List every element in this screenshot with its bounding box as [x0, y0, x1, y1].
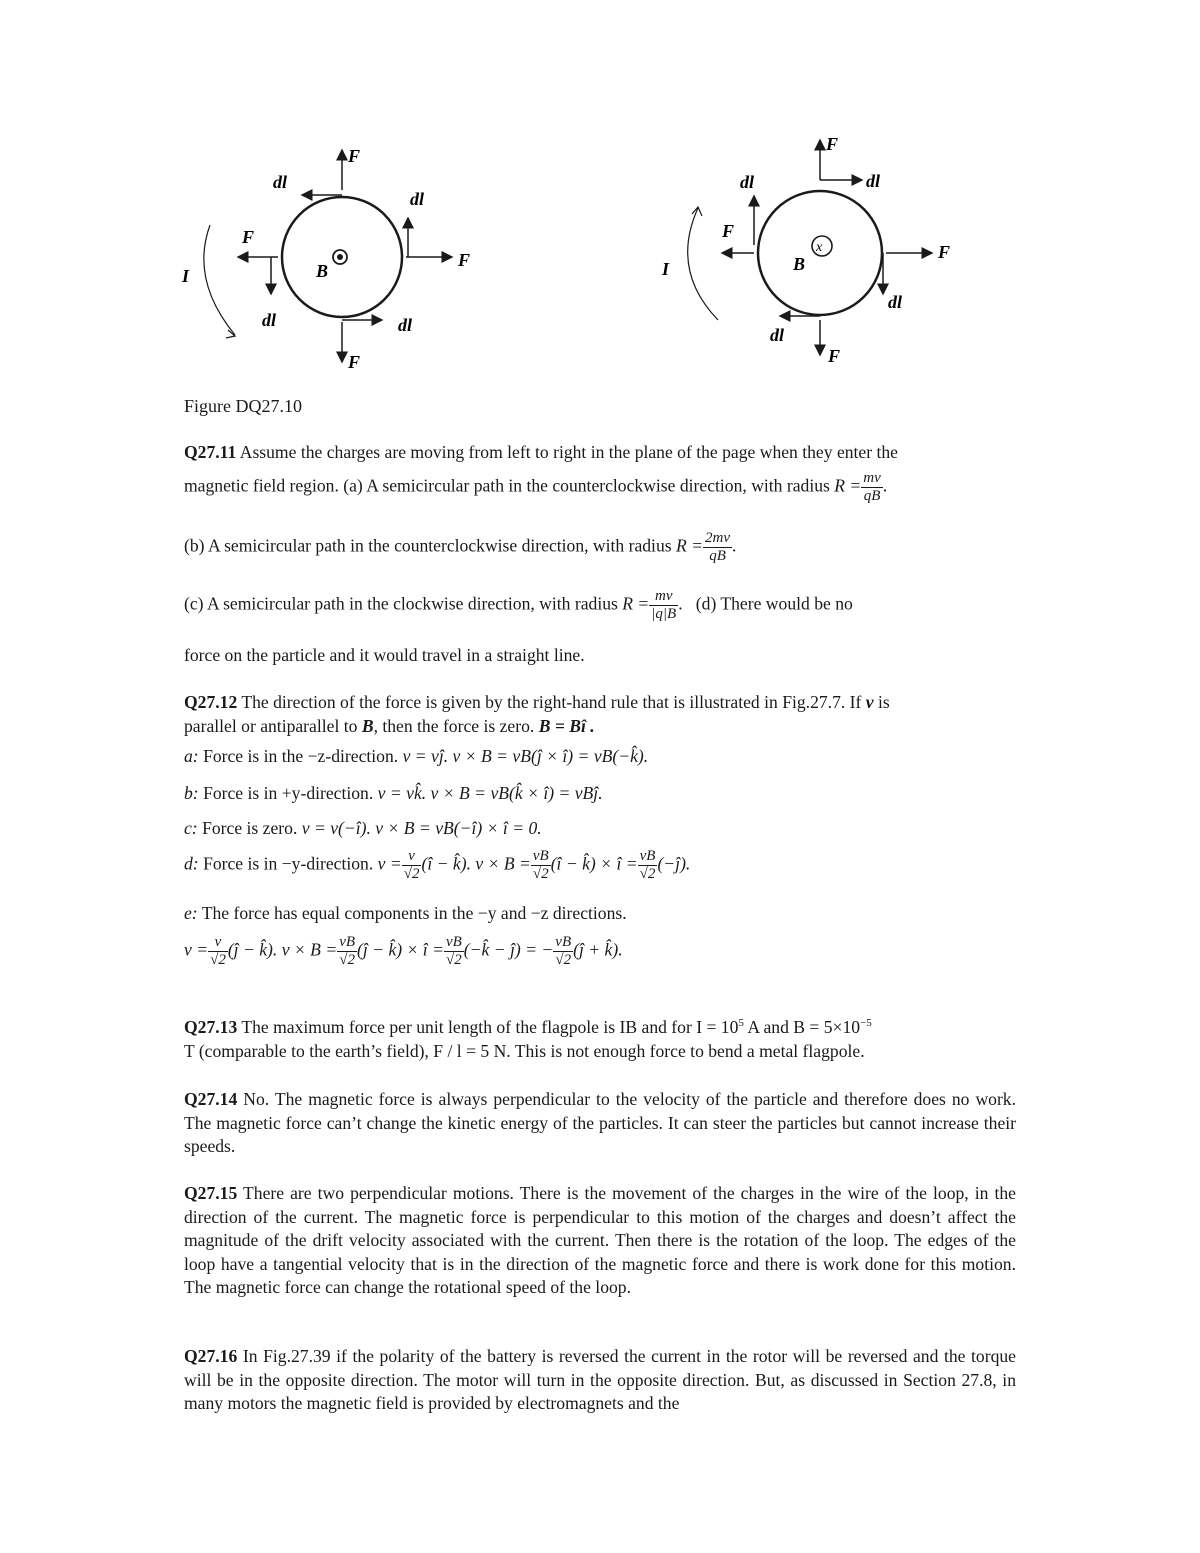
eq-part: (−k̂ − ĵ) = −: [463, 939, 554, 960]
q27-15-paragraph: [184, 1182, 1016, 1300]
label-dl-top: dl: [273, 172, 288, 192]
label-f-left: F: [722, 221, 735, 241]
q27-13-line1: [184, 1017, 872, 1038]
frac-numerator: vB: [639, 848, 656, 864]
fraction: [553, 934, 573, 969]
part-text: Force is in the −z-direction.: [203, 746, 403, 766]
current-direction-arc: [204, 225, 235, 335]
q27-11-line-c: (c) A semicircular path in the clockwise direction, with radius R = $\frac{mv}{|q|B}$ . (d) There would be no: [184, 588, 853, 622]
fraction: [337, 934, 357, 969]
q27-12-text1-end: is: [873, 692, 890, 712]
frac-denominator: √2: [446, 952, 462, 968]
label-dl-bottom: dl: [398, 315, 413, 335]
q27-16-label: Q27.16: [184, 1346, 238, 1366]
current-direction-arc: [688, 208, 718, 320]
eq-part: (ĵ − k̂). v × B =: [227, 939, 338, 960]
frac-numerator: mv: [649, 588, 678, 606]
part-text: Force is zero.: [202, 818, 302, 838]
part-text: Force is in +y-direction.: [203, 783, 378, 803]
q27-12-part-c: [184, 818, 542, 839]
part-tag: b:: [184, 783, 199, 803]
q27-12-b: B: [361, 716, 374, 736]
label-f-top: F: [348, 146, 361, 166]
part-tag: a:: [184, 746, 199, 766]
frac-denominator: √2: [555, 952, 572, 968]
q27-11-eq-b-lhs: R =: [676, 535, 704, 556]
label-f-bottom: F: [348, 352, 361, 372]
q27-12-part-a: [184, 746, 648, 767]
q27-13-line2: T (comparable to the earth’s field), F / l = 5 N. This is not enough force to bend a metal flagpole.: [184, 1041, 865, 1061]
frac-denominator: qB: [709, 548, 726, 564]
q27-14-paragraph: [184, 1088, 1016, 1159]
q27-16-text: In Fig.27.39 if the polarity of the battery is reversed the current in the rotor will be reversed and the torque will be in the opposite direction. The motor will turn in the opposite direction. But, as discussed in Section 27.8, in many motors the magnetic field is provided by electromagnets and the: [184, 1346, 1016, 1413]
eq-part: (ĵ + k̂).: [573, 939, 623, 960]
frac-denominator: √2: [403, 866, 420, 882]
frac-numerator: vB: [445, 934, 462, 950]
part-text: Force is in −y-direction.: [203, 853, 378, 874]
q27-12-part-e-equation: [184, 934, 623, 969]
q27-13-exp2: −5: [860, 1017, 872, 1030]
label-dl-left: dl: [262, 310, 277, 330]
fraction: [402, 848, 422, 883]
fraction: [531, 848, 551, 883]
loop-diagram-right: [650, 130, 970, 380]
label-dl-right: dl: [410, 189, 425, 209]
eq-part: v =: [184, 939, 209, 960]
q27-13-label: Q27.13: [184, 1017, 238, 1037]
frac-denominator: √2: [532, 866, 549, 882]
frac-numerator: vB: [555, 934, 572, 950]
q27-11-text1: Assume the charges are moving from left to right in the plane of the page when they enter the: [236, 442, 898, 462]
label-b: B: [316, 261, 329, 281]
q27-13-exp1: 5: [738, 1017, 744, 1030]
frac-numerator: v: [208, 934, 228, 952]
q27-11-text-b: (b) A semicircular path in the counterclockwise direction, with radius: [184, 535, 676, 556]
label-x: x: [816, 240, 823, 255]
q27-11-line-b: (b) A semicircular path in the counterclockwise direction, with radius R = $\frac{2mv}{qB}$ .: [184, 530, 737, 564]
frac-numerator: v: [402, 848, 422, 866]
label-dl-right: dl: [888, 292, 903, 312]
part-equation: v = vĵ. v × B = vB(ĵ × î) = vB(−k̂).: [402, 746, 649, 766]
q27-12-text2a: parallel or antiparallel to: [184, 716, 362, 736]
q27-16-paragraph: [184, 1345, 1016, 1416]
eq-part: (−ĵ).: [657, 853, 691, 874]
q27-11-text2: magnetic field region. (a) A semicircular path in the counterclockwise direction, with radius: [184, 475, 835, 496]
q27-12-text2b: , then the force is zero.: [373, 716, 539, 736]
q27-11-line1: [184, 441, 1016, 465]
part-text: The force has equal components in the −y and −z directions.: [201, 903, 627, 923]
q27-11-eq-c-lhs: R =: [622, 593, 650, 614]
q27-11-text-c: (c) A semicircular path in the clockwise direction, with radius: [184, 593, 623, 614]
label-i: I: [182, 266, 190, 286]
label-dl-top: dl: [866, 171, 881, 191]
q27-12-b-eq: B = Bî .: [538, 716, 595, 736]
frac-numerator: vB: [339, 934, 356, 950]
label-f-left: F: [242, 227, 255, 247]
q27-12-part-e: [184, 903, 627, 924]
fraction: [444, 934, 464, 969]
q27-13-text2: A and B = 5×10: [743, 1017, 861, 1037]
label-b: B: [793, 254, 806, 274]
q27-11-line2: magnetic field region. (a) A semicircular path in the counterclockwise direction, with radius R = $\frac{mv}{qB}$ .: [184, 470, 888, 504]
q27-12-text1: The direction of the force is given by the right-hand rule that is illustrated in Fig.27.7. If: [237, 692, 866, 712]
part-tag: e:: [184, 903, 198, 923]
figure-caption: Figure DQ27.10: [184, 396, 302, 416]
frac-numerator: mv: [863, 470, 881, 486]
q27-11-line-d2: force on the particle and it would travel in a straight line.: [184, 645, 585, 665]
frac-denominator: qB: [863, 488, 881, 504]
q27-14-text: No. The magnetic force is always perpendicular to the velocity of the particle and therefore does no work. The magnetic force can’t change the kinetic energy of the particles. It can steer the particles but cannot increase their speeds.: [184, 1089, 1016, 1156]
q27-14-label: Q27.14: [184, 1089, 238, 1109]
label-i: I: [662, 259, 670, 279]
q27-15-text: There are two perpendicular motions. There is the movement of the charges in the wire of the loop, in the direction of the current. The magnetic force is perpendicular to this motion of the charges and doesn’t affect the magnitude of the drift velocity associated with the current. Then there is the rotation of the loop. The edges of the loop have a tangential velocity that is in the direction of the magnetic force and there is work done for this motion. The magnetic force can change the rotational speed of the loop.: [184, 1183, 1016, 1297]
q27-11-label: Q27.11: [184, 442, 237, 462]
field-dot: [337, 254, 343, 260]
frac-denominator: √2: [339, 952, 355, 968]
part-tag: d:: [184, 853, 199, 874]
part-equation: v = v(−î). v × B = vB(−î) × î = 0.: [301, 818, 542, 838]
frac-numerator: 2mv: [705, 530, 731, 546]
q27-15-label: Q27.15: [184, 1183, 238, 1203]
eq-part: (î − k̂) × î =: [550, 853, 638, 874]
loop-diagram-left: [170, 130, 470, 380]
q27-11-eq-c-fraction: [649, 588, 678, 623]
frac-denominator: √2: [639, 866, 656, 882]
q27-12-v: v: [865, 692, 874, 712]
q27-12-line2: [184, 716, 595, 737]
q27-11-eq-a-fraction: [861, 470, 883, 505]
label-f-top: F: [826, 134, 839, 154]
q27-12-part-d: [184, 848, 690, 883]
figure-left: [170, 130, 470, 385]
q27-12-line1: [184, 692, 890, 713]
q27-12-label: Q27.12: [184, 692, 238, 712]
q27-12-part-b: [184, 783, 603, 804]
eq-part: (î − k̂). v × B =: [421, 853, 531, 874]
fraction: [638, 848, 658, 883]
fraction: [208, 934, 228, 969]
figure-right: [650, 130, 970, 385]
frac-denominator: |q|B: [651, 606, 677, 622]
label-f-right: F: [938, 242, 951, 262]
part-equation: v = vk̂. v × B = vB(k̂ × î) = vBĵ.: [377, 783, 603, 803]
q27-11-eq-b-fraction: [703, 530, 732, 565]
eq-part: v =: [377, 853, 402, 874]
q27-11-text-d: (d) There would be no: [695, 593, 853, 614]
label-f-right: F: [458, 250, 470, 270]
q27-11-eq-a-lhs: R =: [834, 475, 862, 496]
part-tag: c:: [184, 818, 198, 838]
label-dl-left: dl: [740, 172, 755, 192]
frac-numerator: vB: [532, 848, 549, 864]
frac-denominator: √2: [210, 952, 226, 968]
eq-part: (ĵ − k̂) × î =: [357, 939, 444, 960]
q27-13-text1: The maximum force per unit length of the flagpole is IB and for I = 10: [237, 1017, 739, 1037]
label-f-bottom: F: [828, 346, 841, 366]
label-dl-bottom: dl: [770, 325, 785, 345]
